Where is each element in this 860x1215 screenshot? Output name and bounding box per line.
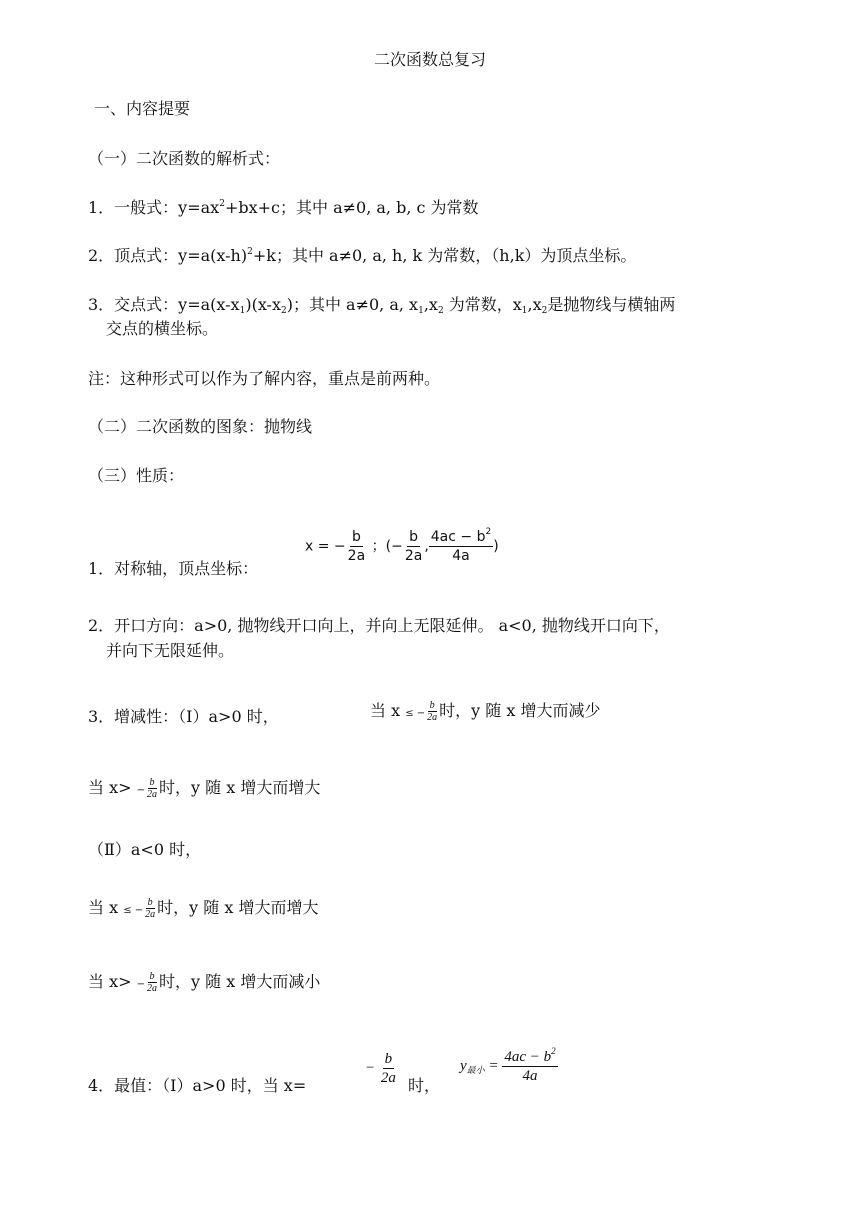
monotonic-a-pos-decreasing: 当 x ≤ − $\frac{b}{2a}$ 时，y 随 x 增大而减少 <box>370 700 601 723</box>
axis-vertex-formula: x = − $\frac{b}{2a}$ ；(− $\frac{b}{2a}$ , $\frac{4ac - b^2}{4a}$ ) <box>305 527 499 564</box>
monotonic-a-neg-increasing: 当 x ≤ − $\frac{b}{2a}$ 时，y 随 x 增大而增大 <box>88 897 319 920</box>
monotonic-a-pos-left: 3．增减性：（Ⅰ）a>0 时， <box>88 707 279 726</box>
subheading-properties: （三）性质： <box>88 466 185 485</box>
opening-direction-line: 2．开口方向：a>0, 抛物线开口向上，并向上无限延伸。 a<0, 抛物线开口向下， <box>88 616 670 635</box>
monotonic-a-pos-increasing: 当 x> − $\frac{b}{2a}$ 时，y 随 x 增大而增大 <box>88 777 321 800</box>
intercept-form-line-2: 交点的横坐标。 <box>106 319 219 338</box>
document-title: 二次函数总复习 <box>373 50 486 69</box>
section-heading-content: 一、内容提要 <box>94 99 191 118</box>
opening-direction-line-2: 并向下无限延伸。 <box>106 641 235 660</box>
case-a-negative: （Ⅱ）a<0 时， <box>88 840 202 859</box>
vertex-form-line: 2．顶点式：$y=a(x-h)^2+k$；其中 a≠0, a, h, k 为常数，（h,k）为顶点坐标。 <box>88 246 637 265</box>
general-form-line: 1．一般式：$y=ax^2+bx+c$；其中 a≠0, a, b, c 为常数 <box>88 198 479 217</box>
axis-vertex-label: 1．对称轴，顶点坐标： <box>88 559 259 578</box>
subheading-graph: （二）二次函数的图象：抛物线 <box>88 417 313 436</box>
intercept-form-line: 3．交点式：$y=a(x-x_1)(x-x_2)$；其中 a≠0, a, $x_1,x_2$ 为常数，$x_1,x_2$是抛物线与横轴两 <box>88 295 676 316</box>
monotonic-a-neg-decreasing: 当 x> − $\frac{b}{2a}$ 时，y 随 x 增大而减小 <box>88 971 321 994</box>
extreme-value-x: − $\frac{b}{2a}$ <box>365 1051 396 1086</box>
subheading-analytic-forms: （一）二次函数的解析式： <box>88 149 281 168</box>
note-line: 注：这种形式可以作为了解内容，重点是前两种。 <box>88 369 441 388</box>
extreme-value-line: 4．最值：（Ⅰ）a>0 时，当 x= <box>88 1076 307 1095</box>
minimum-value-formula: $y_{最小}$ = $\frac{4ac - b^2}{4a}$ <box>460 1046 556 1084</box>
extreme-value-when: 时， <box>408 1076 441 1095</box>
